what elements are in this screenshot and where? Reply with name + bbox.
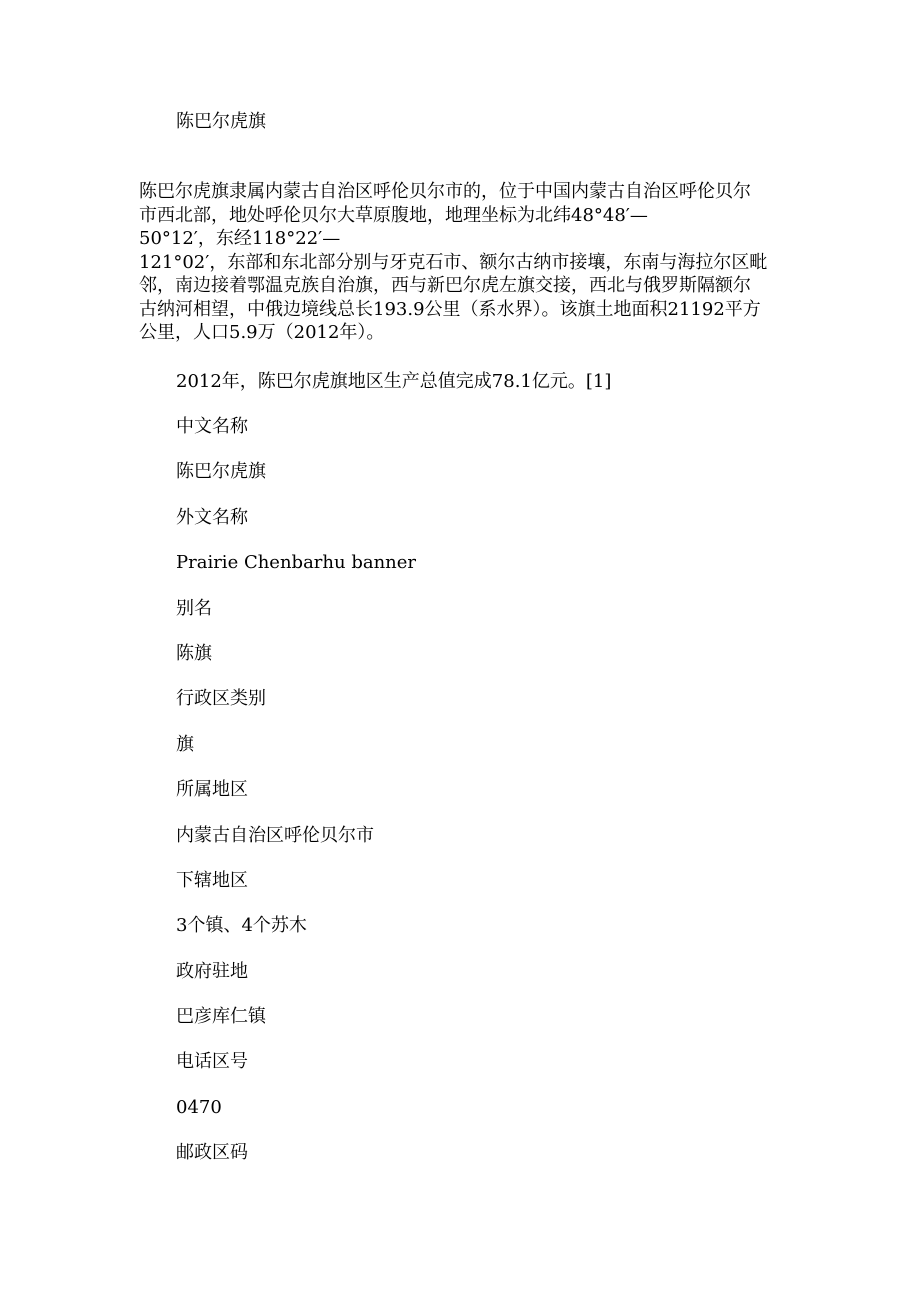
intro-line: 邻，南边接着鄂温克族自治旗，西与新巴尔虎左旗交接，西北与俄罗斯隔额尔	[139, 275, 751, 296]
info-value-chinese-name: 陈巴尔虎旗	[176, 461, 266, 483]
intro-line: 公里，人口5.9万（2012年）。	[139, 322, 385, 343]
intro-paragraph	[139, 180, 779, 345]
info-value-government-seat: 巴彦库仁镇	[176, 1006, 266, 1028]
info-value-subdivisions: 3个镇、4个苏木	[176, 915, 307, 937]
info-label-alias: 别名	[176, 597, 212, 619]
info-label-chinese-name: 中文名称	[176, 416, 248, 437]
info-label-postal-code: 邮政区码	[176, 1142, 248, 1164]
info-value-foreign-name: Prairie Chenbarhu banner	[176, 552, 417, 574]
info-label-area-code: 电话区号	[176, 1051, 248, 1073]
info-label-government-seat: 政府驻地	[176, 960, 248, 982]
intro-line: 121°02′，东部和东北部分别与牙克石市、额尔古纳市接壤，东南与海拉尔区毗	[139, 251, 768, 273]
info-label-region: 所属地区	[176, 779, 248, 801]
intro-line: 古纳河相望，中俄边境线总长193.9公里（系水界）。该旗土地面积21192平方	[139, 298, 761, 320]
info-label-foreign-name: 外文名称	[176, 506, 248, 528]
intro-line: 市西北部，地处呼伦贝尔大草原腹地，地理坐标为北纬48°48′—	[139, 204, 648, 226]
intro-line: 50°12′，东经118°22′—	[139, 228, 341, 249]
info-value-area-code: 0470	[176, 1096, 222, 1118]
page-title: 陈巴尔虎旗	[176, 111, 266, 132]
info-value-admin-type: 旗	[176, 733, 194, 755]
info-value-region: 内蒙古自治区呼伦贝尔市	[176, 824, 374, 846]
info-label-admin-type: 行政区类别	[176, 688, 266, 710]
info-label-subdivisions: 下辖地区	[176, 869, 248, 891]
info-list	[176, 415, 416, 1187]
gdp-paragraph: 2012年，陈巴尔虎旗地区生产总值完成78.1亿元。[1]	[176, 371, 612, 392]
info-value-alias: 陈旗	[176, 642, 212, 664]
intro-line: 陈巴尔虎旗隶属内蒙古自治区呼伦贝尔市的，位于中国内蒙古自治区呼伦贝尔	[139, 181, 751, 202]
